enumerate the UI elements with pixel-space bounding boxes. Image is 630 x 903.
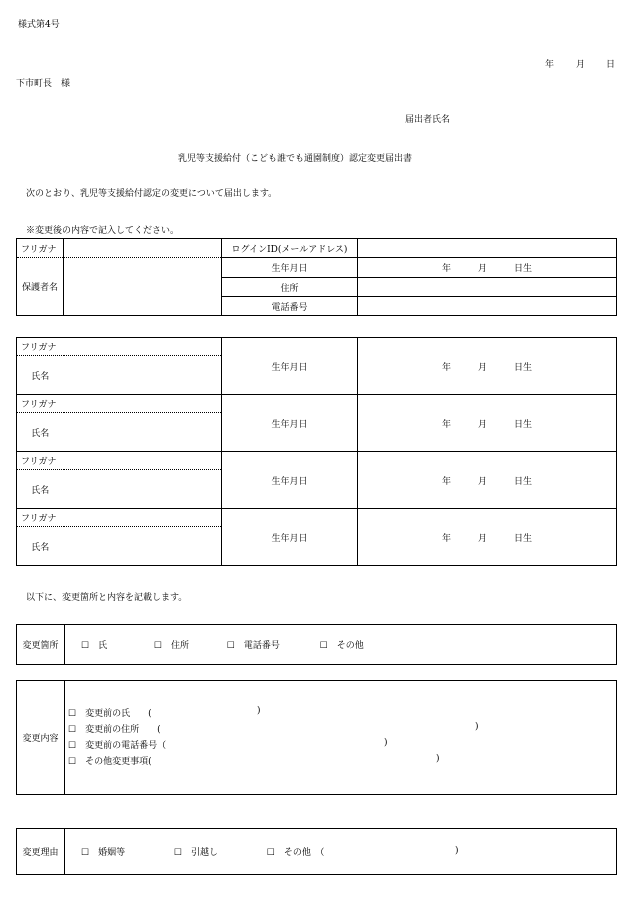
child-furigana-label: フリガナ: [17, 509, 64, 527]
guardian-name-field[interactable]: [64, 258, 222, 316]
child-furigana-label: フリガナ: [17, 395, 64, 413]
note-text: ※変更後の内容で記入してください。: [26, 226, 180, 236]
change-location-checkbox-phone[interactable]: ☐ 電話番号: [226, 641, 280, 651]
child-name-field[interactable]: [64, 527, 222, 566]
applicant-label: 届出者氏名: [405, 115, 451, 125]
child-furigana-label: フリガナ: [17, 452, 64, 470]
change-location-checkbox-other[interactable]: ☐ その他: [319, 641, 364, 651]
change-content-line-text: ☐ 変更前の氏 (: [68, 708, 152, 719]
change-content-line-text: ☐ 変更前の住所 (: [68, 724, 161, 735]
intro-text: 次のとおり、乳児等支援給付認定の変更について届出します。: [26, 189, 278, 199]
change-content-line-text: ☐ 変更前の電話番号（: [68, 740, 167, 751]
guardian-furigana-label: フリガナ: [17, 239, 64, 258]
child-birth-field[interactable]: 年 月 日生: [358, 338, 617, 395]
change-reason-close: ): [455, 846, 459, 856]
child-furigana-field[interactable]: [64, 395, 222, 413]
child-name-field[interactable]: [64, 470, 222, 509]
change-content-lines: [65, 681, 617, 795]
change-location-checkbox-address[interactable]: ☐ 住所: [153, 641, 189, 651]
change-content-line-name[interactable]: [68, 706, 616, 722]
change-content-line-phone[interactable]: [68, 738, 616, 754]
date-year: 年: [545, 60, 555, 70]
child-name-label: 氏名: [17, 470, 64, 509]
date-month: 月: [576, 60, 586, 70]
change-reason-checkbox-moving[interactable]: ☐ 引越し: [173, 848, 218, 858]
change-intro-text: 以下に、変更箇所と内容を記載します。: [26, 593, 188, 603]
guardian-name-label: 保護者名: [17, 258, 64, 316]
guardian-address-label: 住所: [222, 278, 358, 297]
change-location-table: [16, 624, 617, 665]
child-birth-field[interactable]: 年 月 日生: [358, 452, 617, 509]
child-birth-field[interactable]: 年 月 日生: [358, 395, 617, 452]
addressee: 下市町長 様: [16, 79, 71, 89]
guardian-phone-field[interactable]: [358, 297, 617, 316]
change-reason-checkbox-marriage[interactable]: ☐ 婚姻等: [81, 848, 126, 858]
change-content-line-close: ): [257, 705, 261, 716]
child-birth-label: 生年月日: [222, 509, 358, 566]
change-reason-checkbox-other[interactable]: ☐ その他 （: [266, 848, 325, 858]
child-birth-field[interactable]: 年 月 日生: [358, 509, 617, 566]
change-content-line-text: ☐ その他変更事項(: [68, 756, 152, 767]
form-title: 乳児等支援給付（こども誰でも通園制度）認定変更届出書: [178, 154, 413, 164]
child-name-label: 氏名: [17, 413, 64, 452]
child-name-field[interactable]: [64, 356, 222, 395]
child-furigana-label: フリガナ: [17, 338, 64, 356]
change-content-line-close: ): [475, 721, 479, 732]
child-birth-label: 生年月日: [222, 395, 358, 452]
guardian-furigana-field[interactable]: [64, 239, 222, 258]
form-number: 様式第4号: [18, 20, 60, 30]
change-content-line-other[interactable]: [68, 754, 616, 770]
child-furigana-field[interactable]: [64, 338, 222, 356]
change-reason-table: [16, 828, 617, 875]
guardian-birth-label: 生年月日: [222, 258, 358, 278]
change-content-line-address[interactable]: [68, 722, 616, 738]
change-content-label: 変更内容: [17, 681, 65, 795]
change-content-line-close: ): [384, 737, 388, 748]
child-birth-label: 生年月日: [222, 338, 358, 395]
child-name-label: 氏名: [17, 527, 64, 566]
login-id-label: ログインID(メールアドレス): [222, 239, 358, 258]
child-birth-label: 生年月日: [222, 452, 358, 509]
guardian-phone-label: 電話番号: [222, 297, 358, 316]
guardian-birth-field[interactable]: 年 月 日生: [358, 258, 617, 278]
change-content-line-close: ): [436, 753, 440, 764]
change-reason-options: [65, 829, 617, 875]
change-reason-label: 変更理由: [17, 829, 65, 875]
child-name-label: 氏名: [17, 356, 64, 395]
child-furigana-field[interactable]: [64, 509, 222, 527]
children-table: [16, 337, 617, 566]
child-furigana-field[interactable]: [64, 452, 222, 470]
login-id-field[interactable]: [358, 239, 617, 258]
change-location-checkbox-name[interactable]: ☐ 氏: [81, 641, 108, 651]
guardian-table: [16, 238, 617, 316]
child-name-field[interactable]: [64, 413, 222, 452]
change-location-label: 変更箇所: [17, 625, 65, 665]
guardian-address-field[interactable]: [358, 278, 617, 297]
change-location-options: [65, 625, 617, 665]
date-day: 日: [606, 60, 616, 70]
change-content-table: [16, 680, 617, 795]
